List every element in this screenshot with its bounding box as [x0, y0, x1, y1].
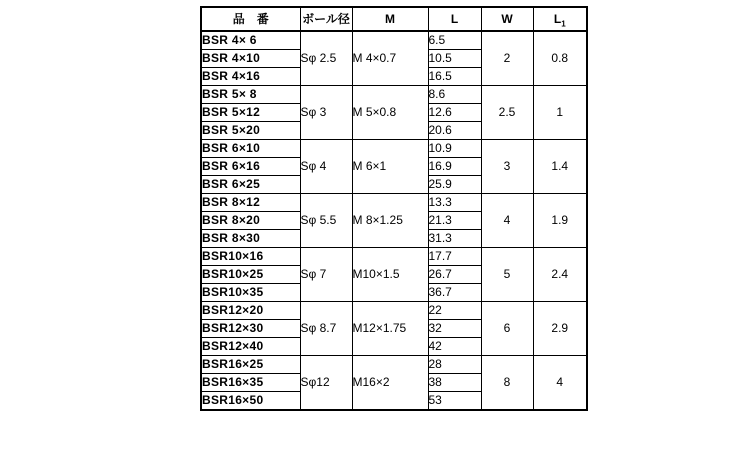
part-number-cell: BSR16×25 — [201, 356, 300, 374]
width-cell: 6 — [481, 302, 533, 356]
l1-cell: 2.4 — [533, 248, 587, 302]
table-row — [201, 194, 587, 212]
l1-cell: 1.9 — [533, 194, 587, 248]
table-row — [201, 31, 587, 50]
table-row — [201, 248, 587, 266]
length-cell: 32 — [428, 320, 481, 338]
width-cell: 3 — [481, 140, 533, 194]
length-cell: 28 — [428, 356, 481, 374]
length-cell: 22 — [428, 302, 481, 320]
ball-diameter-cell: Sφ12 — [300, 356, 352, 411]
thread-size-cell: M 5×0.8 — [352, 86, 428, 140]
part-number-cell: BSR 4× 6 — [201, 31, 300, 50]
header-part-number: 品 番 — [201, 7, 300, 31]
spec-body — [201, 31, 587, 410]
width-cell: 2.5 — [481, 86, 533, 140]
part-number-cell: BSR 5×20 — [201, 122, 300, 140]
table-row — [201, 140, 587, 158]
part-number-cell: BSR 4×16 — [201, 68, 300, 86]
ball-diameter-cell: Sφ 2.5 — [300, 31, 352, 86]
part-number-cell: BSR 5×12 — [201, 104, 300, 122]
l1-cell: 0.8 — [533, 31, 587, 86]
part-number-cell: BSR12×20 — [201, 302, 300, 320]
part-number-cell: BSR 6×25 — [201, 176, 300, 194]
thread-size-cell: M12×1.75 — [352, 302, 428, 356]
part-number-cell: BSR10×25 — [201, 266, 300, 284]
length-cell: 12.6 — [428, 104, 481, 122]
length-cell: 31.3 — [428, 230, 481, 248]
length-cell: 25.9 — [428, 176, 481, 194]
length-cell: 8.6 — [428, 86, 481, 104]
part-number-cell: BSR12×40 — [201, 338, 300, 356]
length-cell: 16.5 — [428, 68, 481, 86]
length-cell: 21.3 — [428, 212, 481, 230]
length-cell: 53 — [428, 392, 481, 411]
ball-diameter-cell: Sφ 7 — [300, 248, 352, 302]
length-cell: 10.5 — [428, 50, 481, 68]
header-row — [201, 7, 587, 31]
l1-cell: 1.4 — [533, 140, 587, 194]
part-number-cell: BSR12×30 — [201, 320, 300, 338]
length-cell: 16.9 — [428, 158, 481, 176]
thread-size-cell: M10×1.5 — [352, 248, 428, 302]
header-length-l: L — [428, 7, 481, 31]
part-number-cell: BSR 6×16 — [201, 158, 300, 176]
header-width-w: W — [481, 7, 533, 31]
ball-diameter-cell: Sφ 8.7 — [300, 302, 352, 356]
width-cell: 5 — [481, 248, 533, 302]
thread-size-cell: M 8×1.25 — [352, 194, 428, 248]
ball-diameter-cell: Sφ 4 — [300, 140, 352, 194]
part-number-cell: BSR 8×12 — [201, 194, 300, 212]
l1-cell: 1 — [533, 86, 587, 140]
header-ball-diameter: ボール径 — [300, 7, 352, 31]
header-thread-m: M — [352, 7, 428, 31]
length-cell: 42 — [428, 338, 481, 356]
length-cell: 17.7 — [428, 248, 481, 266]
l1-cell: 4 — [533, 356, 587, 411]
part-number-cell: BSR 8×20 — [201, 212, 300, 230]
header-l1-main: L — [553, 11, 562, 26]
thread-size-cell: M 4×0.7 — [352, 31, 428, 86]
l1-cell: 2.9 — [533, 302, 587, 356]
part-number-cell: BSR10×35 — [201, 284, 300, 302]
part-number-cell: BSR16×50 — [201, 392, 300, 411]
thread-size-cell: M16×2 — [352, 356, 428, 411]
header-length-l1 — [533, 7, 587, 31]
ball-diameter-cell: Sφ 5.5 — [300, 194, 352, 248]
thread-size-cell: M 6×1 — [352, 140, 428, 194]
part-number-cell: BSR 4×10 — [201, 50, 300, 68]
length-cell: 13.3 — [428, 194, 481, 212]
header-l1-sub: 1 — [561, 18, 566, 28]
width-cell: 2 — [481, 31, 533, 86]
length-cell: 20.6 — [428, 122, 481, 140]
part-number-cell: BSR10×16 — [201, 248, 300, 266]
length-cell: 26.7 — [428, 266, 481, 284]
table-row — [201, 302, 587, 320]
part-number-cell: BSR 6×10 — [201, 140, 300, 158]
table-row — [201, 356, 587, 374]
part-number-cell: BSR 8×30 — [201, 230, 300, 248]
table-row — [201, 86, 587, 104]
length-cell: 38 — [428, 374, 481, 392]
part-number-cell: BSR16×35 — [201, 374, 300, 392]
part-number-cell: BSR 5× 8 — [201, 86, 300, 104]
width-cell: 8 — [481, 356, 533, 411]
length-cell: 10.9 — [428, 140, 481, 158]
spec-table — [200, 6, 588, 411]
ball-diameter-cell: Sφ 3 — [300, 86, 352, 140]
width-cell: 4 — [481, 194, 533, 248]
length-cell: 6.5 — [428, 31, 481, 50]
length-cell: 36.7 — [428, 284, 481, 302]
